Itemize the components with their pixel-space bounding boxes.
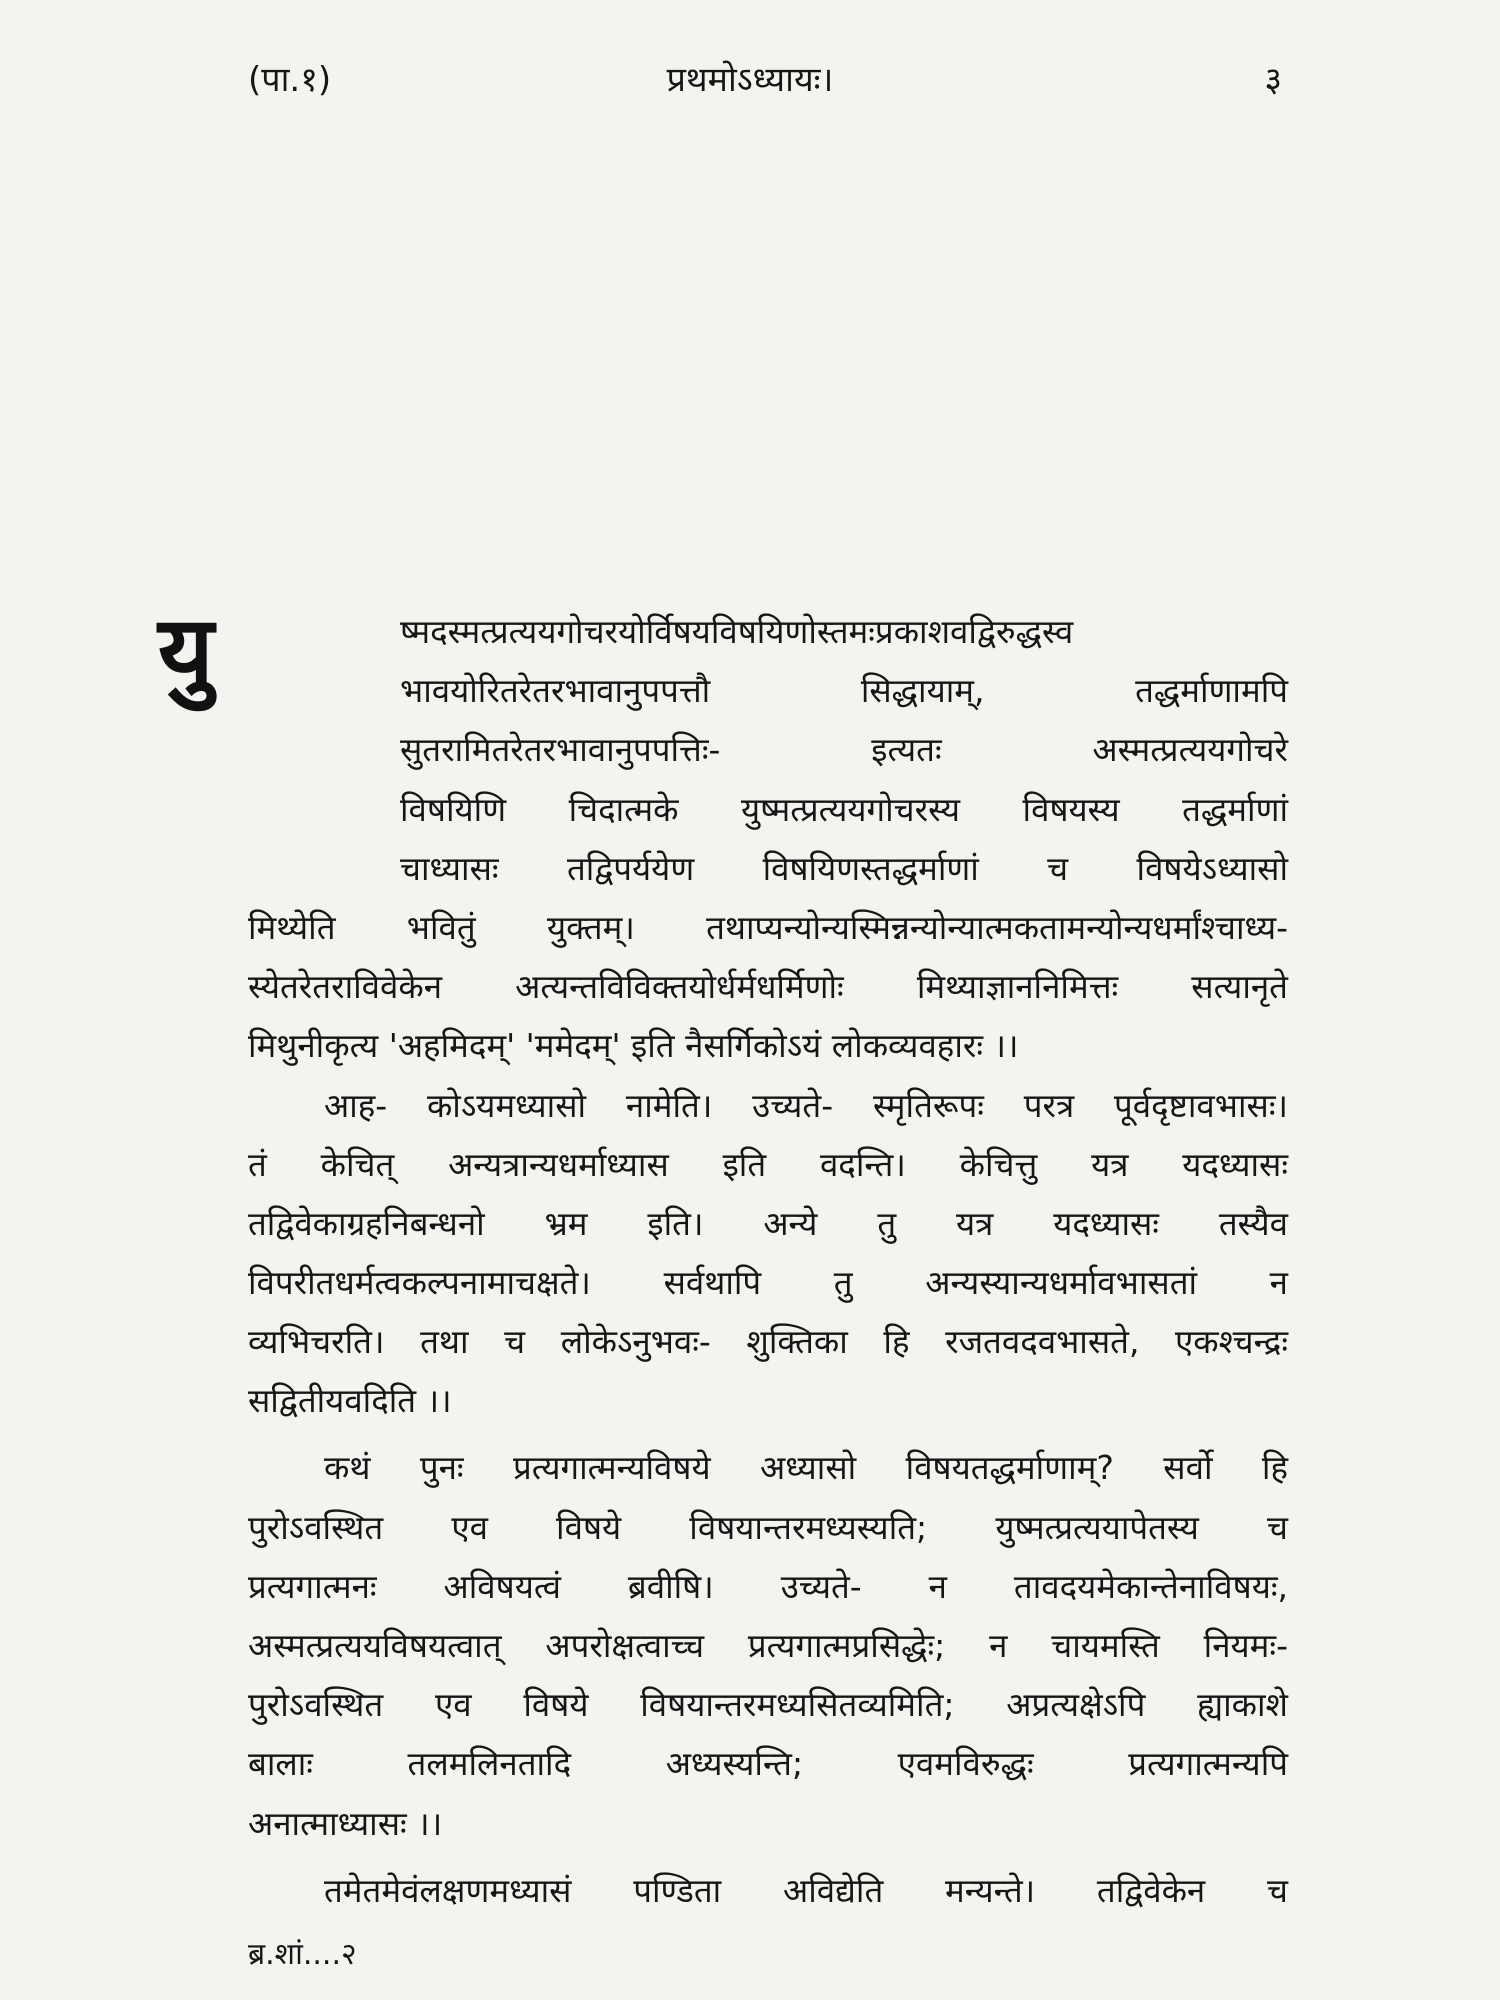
text-line: बालाः तलमलिनतादि अध्यस्यन्ति; एवमविरुद्धः प्रत्यगात्मन्यपि — [248, 1744, 1288, 1784]
text-line: तद्विवेकाग्रहनिबन्धनो भ्रम इति। अन्ये तु यत्र यदध्यासः तस्यैव — [248, 1203, 1288, 1243]
text-line: अस्मत्प्रत्ययविषयत्वात् अपरोक्षत्वाच्च प्रत्यगात्मप्रसिद्धेः; न चायमस्ति नियमः- — [248, 1626, 1288, 1665]
text-line: सुतरामितरेतरभावानुपपत्तिः- इत्यतः अस्मत्प्रत्ययगोचरे — [400, 730, 1288, 770]
body-text — [248, 612, 1288, 1930]
section-marker: (पा.१) — [248, 60, 332, 100]
text-line: आह- कोऽयमध्यासो नामेति। उच्यते- स्मृतिरूपः परत्र पूर्वदृष्टावभासः। — [324, 1085, 1288, 1125]
text-line: पुरोऽवस्थित एव विषये विषयान्तरमध्यस्यति; युष्मत्प्रत्ययापेतस्य च — [248, 1507, 1288, 1547]
text-line: विषयिणि चिदात्मके युष्मत्प्रत्ययगोचरस्य विषयस्य तद्धर्माणां — [400, 789, 1288, 829]
text-line: भावयोरितरेतरभावानुपपत्तौ सिद्धायाम्, तद्धर्माणामपि — [400, 671, 1288, 711]
text-line: प्रत्यगात्मनः अविषयत्वं ब्रवीषि। उच्यते- न तावदयमेकान्तेनाविषयः, — [248, 1566, 1288, 1606]
text-line: तमेतमेवंलक्षणमध्यासं पण्डिता अविद्येति मन्यन्ते। तद्विवेकेन च — [324, 1870, 1288, 1910]
text-line: विपरीतधर्मत्वकल्पनामाचक्षते। सर्वथापि तु अन्यस्यान्यधर्मावभासतां न — [248, 1263, 1288, 1303]
signature-mark: ब्र.शां....२ — [248, 1937, 357, 1972]
text-line: व्यभिचरति। तथा च लोकेऽनुभवः- शुक्तिका हि रजतवदवभासते, एकश्चन्द्रः — [248, 1322, 1288, 1362]
page-number: ३ — [1264, 60, 1282, 100]
text-line: मिथ्येति भवितुं युक्तम्। तथाप्यन्योन्यस्मिन्नन्योन्यात्मकतामन्योन्यधर्मांश्चाध्य- — [248, 907, 1288, 947]
text-line: स्येतरेतराविवेकेन अत्यन्तविविक्तयोर्धर्मधर्मिणोः मिथ्याज्ञाननिमित्तः सत्यानृते — [248, 967, 1288, 1007]
drop-cap: यु — [158, 595, 214, 707]
text-line: कथं पुनः प्रत्यगात्मन्यविषये अध्यासो विषयतद्धर्माणाम्? सर्वो हि — [324, 1448, 1288, 1488]
text-line: चाध्यासः तद्विपर्ययेण विषयिणस्तद्धर्माणां च विषयेऽध्यासो — [400, 848, 1288, 888]
text-line: अनात्माध्यासः ।। — [248, 1803, 443, 1843]
text-line: सद्वितीयवदिति ।। — [248, 1381, 452, 1421]
text-line: पुरोऽवस्थित एव विषये विषयान्तरमध्यसितव्यमिति; अप्रत्यक्षेऽपि ह्याकाशे — [248, 1685, 1288, 1725]
running-header-title: प्रथमोऽध्यायः। — [666, 60, 834, 100]
text-line: ष्मदस्मत्प्रत्ययगोचरयोर्विषयविषयिणोस्तमःप्रकाशवद्विरुद्धस्व — [400, 612, 1074, 651]
text-line: तं केचित् अन्यत्रान्यधर्माध्यास इति वदन्ति। केचित्तु यत्र यदध्यासः — [248, 1144, 1288, 1184]
text-line: मिथुनीकृत्य 'अहमिदम्' 'ममेदम्' इति नैसर्गिकोऽयं लोकव्यवहारः ।। — [248, 1026, 1019, 1066]
